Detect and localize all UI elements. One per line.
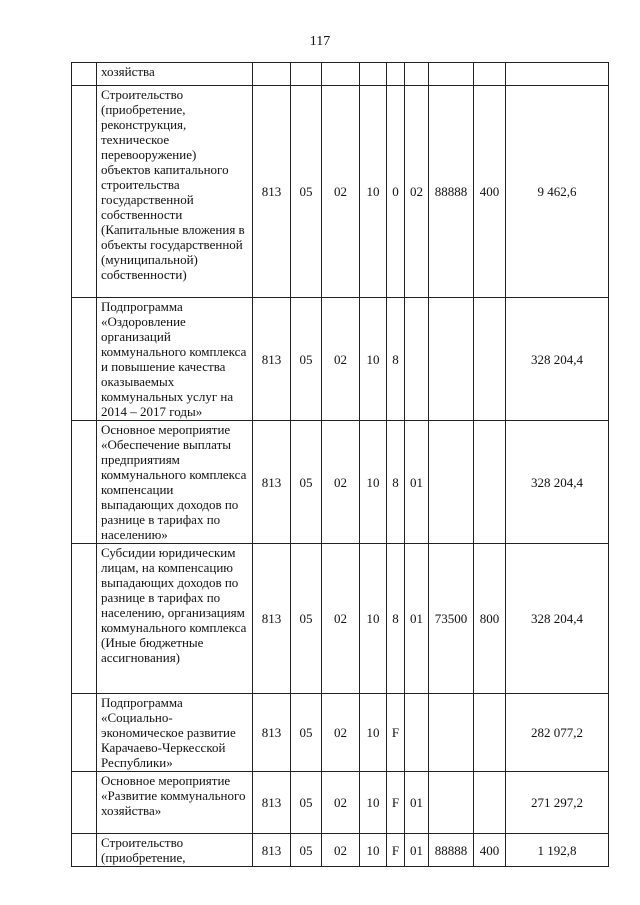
grbs-code (253, 63, 291, 86)
section-code: 05 (291, 834, 322, 867)
program-code: 10 (360, 544, 387, 694)
subprogram-code (387, 63, 405, 86)
section-code: 05 (291, 772, 322, 834)
table-row (72, 421, 609, 544)
direction-code (429, 772, 474, 834)
event-code: 02 (405, 86, 429, 298)
row-marker-cell (72, 544, 97, 694)
amount: 328 204,4 (506, 421, 609, 544)
table-row (72, 63, 609, 86)
event-code (405, 63, 429, 86)
program-code: 10 (360, 834, 387, 867)
subsection-code (322, 63, 360, 86)
expense-type-code (474, 421, 506, 544)
subprogram-code: F (387, 772, 405, 834)
expense-type-code (474, 63, 506, 86)
row-marker-cell (72, 86, 97, 298)
subsection-code: 02 (322, 694, 360, 772)
program-code (360, 63, 387, 86)
section-code: 05 (291, 544, 322, 694)
row-name: Субсидии юридическим лицам, на компенсацию выпадающих доходов по разнице в тарифах по населению, организациям коммунального комплекса (Иные бюджетные ассигнования) (97, 544, 253, 694)
subprogram-code: F (387, 834, 405, 867)
table-row (72, 834, 609, 867)
budget-table (71, 62, 609, 867)
expense-type-code (474, 298, 506, 421)
table-row (72, 694, 609, 772)
direction-code: 88888 (429, 834, 474, 867)
subprogram-code: 8 (387, 544, 405, 694)
amount: 271 297,2 (506, 772, 609, 834)
event-code (405, 298, 429, 421)
amount: 1 192,8 (506, 834, 609, 867)
table-row (72, 86, 609, 298)
section-code: 05 (291, 298, 322, 421)
grbs-code: 813 (253, 772, 291, 834)
row-name: Подпрограмма «Оздоровление организаций коммунального комплекса и повышение качества оказываемых коммунальных услуг на 2014 – 2017 годы» (97, 298, 253, 421)
event-code: 01 (405, 772, 429, 834)
row-marker-cell (72, 694, 97, 772)
section-code (291, 63, 322, 86)
subsection-code: 02 (322, 421, 360, 544)
row-marker-cell (72, 421, 97, 544)
expense-type-code: 400 (474, 834, 506, 867)
event-code: 01 (405, 834, 429, 867)
event-code: 01 (405, 421, 429, 544)
grbs-code: 813 (253, 298, 291, 421)
direction-code (429, 298, 474, 421)
program-code: 10 (360, 772, 387, 834)
amount: 328 204,4 (506, 298, 609, 421)
section-code: 05 (291, 86, 322, 298)
table-row (72, 772, 609, 834)
program-code: 10 (360, 694, 387, 772)
table-row (72, 298, 609, 421)
row-name: Основное мероприятие «Обеспечение выплаты предприятиям коммунального комплекса компенсации выпадающих доходов по разнице в тарифах по населению» (97, 421, 253, 544)
grbs-code: 813 (253, 421, 291, 544)
expense-type-code: 400 (474, 86, 506, 298)
direction-code: 88888 (429, 86, 474, 298)
expense-type-code (474, 694, 506, 772)
amount: 282 077,2 (506, 694, 609, 772)
expense-type-code: 800 (474, 544, 506, 694)
row-name: Строительство (приобретение, реконструкция, техническое перевооружение) объектов капитального строительства государственной собственности (Капитальные вложения в объекты государственной (муниципальной) собственности) (97, 86, 253, 298)
subsection-code: 02 (322, 86, 360, 298)
direction-code: 73500 (429, 544, 474, 694)
direction-code (429, 421, 474, 544)
subprogram-code: 0 (387, 86, 405, 298)
subprogram-code: 8 (387, 421, 405, 544)
expense-type-code (474, 772, 506, 834)
subsection-code: 02 (322, 834, 360, 867)
row-marker-cell (72, 298, 97, 421)
program-code: 10 (360, 421, 387, 544)
row-name: Строительство (приобретение, (97, 834, 253, 867)
direction-code (429, 63, 474, 86)
amount: 328 204,4 (506, 544, 609, 694)
section-code: 05 (291, 694, 322, 772)
row-marker-cell (72, 834, 97, 867)
event-code (405, 694, 429, 772)
grbs-code: 813 (253, 694, 291, 772)
amount (506, 63, 609, 86)
row-marker-cell (72, 772, 97, 834)
row-marker-cell (72, 63, 97, 86)
subprogram-code: 8 (387, 298, 405, 421)
program-code: 10 (360, 298, 387, 421)
program-code: 10 (360, 86, 387, 298)
grbs-code: 813 (253, 834, 291, 867)
subsection-code: 02 (322, 772, 360, 834)
subsection-code: 02 (322, 298, 360, 421)
subprogram-code: F (387, 694, 405, 772)
row-name: Подпрограмма «Социально-экономическое развитие Карачаево-Черкесской Республики» (97, 694, 253, 772)
page-number: 117 (309, 34, 331, 49)
grbs-code: 813 (253, 86, 291, 298)
section-code: 05 (291, 421, 322, 544)
grbs-code: 813 (253, 544, 291, 694)
table-row (72, 544, 609, 694)
direction-code (429, 694, 474, 772)
subsection-code: 02 (322, 544, 360, 694)
amount: 9 462,6 (506, 86, 609, 298)
event-code: 01 (405, 544, 429, 694)
row-name: Основное мероприятие «Развитие коммунального хозяйства» (97, 772, 253, 834)
row-name: хозяйства (97, 63, 253, 86)
